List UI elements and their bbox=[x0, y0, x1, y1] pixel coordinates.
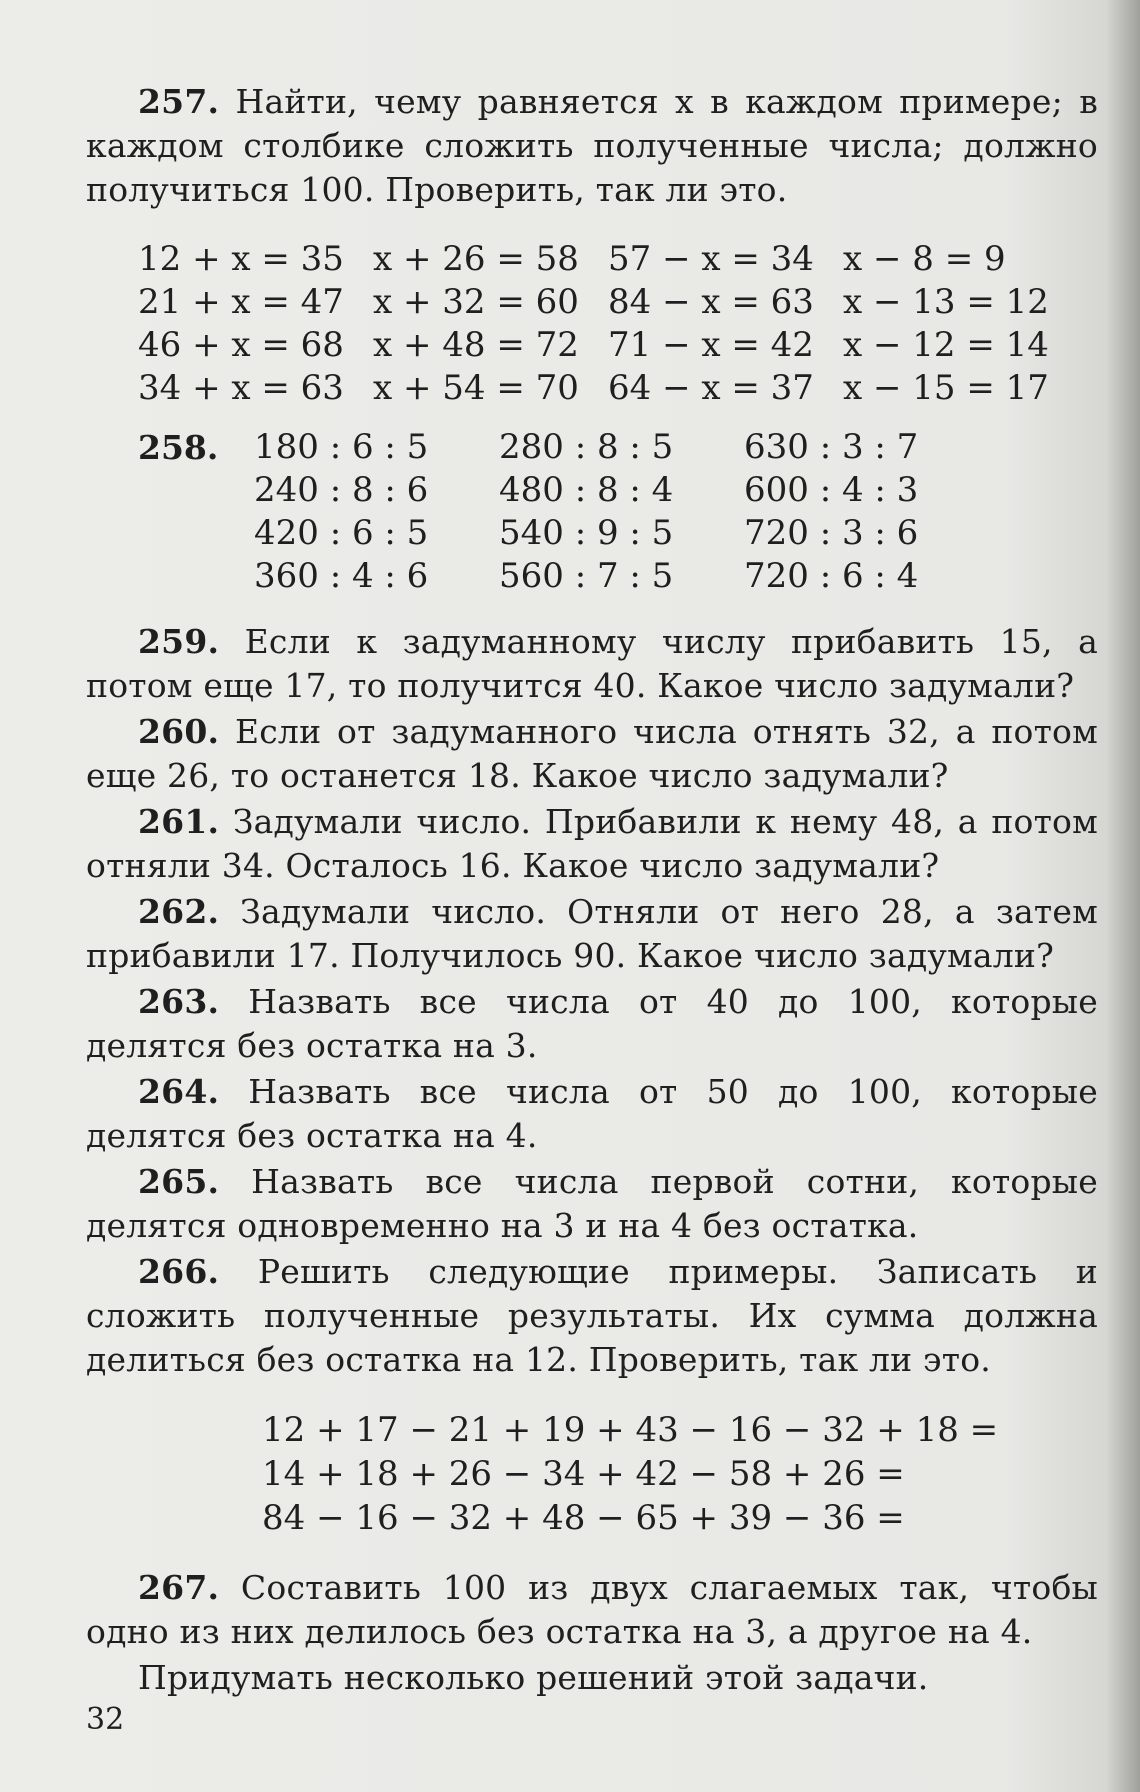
page-number: 32 bbox=[86, 1702, 125, 1737]
equation: x + 26 = 58 bbox=[373, 239, 579, 279]
equations-257 bbox=[138, 238, 1098, 410]
problem-text: Назвать все числа от 50 до 100, которые делятся без остатка на 4. bbox=[86, 1072, 1098, 1155]
division-expression: 600 : 4 : 3 bbox=[744, 470, 919, 510]
problem-text: Составить 100 из двух слагаемых так, чтобы одно из них делилось без остатка на 3, а другое на 4. bbox=[86, 1568, 1098, 1651]
problem-number: 257. bbox=[138, 82, 220, 121]
equation: 12 + x = 35 bbox=[138, 239, 344, 279]
sum-expression: 84 − 16 − 32 + 48 − 65 + 39 − 36 = bbox=[262, 1498, 905, 1538]
division-expression: 240 : 8 : 6 bbox=[254, 470, 429, 510]
problem-260 bbox=[86, 710, 1098, 798]
division-expression: 360 : 4 : 6 bbox=[254, 556, 429, 596]
problem-text: Решить следующие примеры. Записать и сложить полученные результаты. Их сумма должна делиться без остатка на 12. Проверить, так ли это. bbox=[86, 1252, 1098, 1379]
equation: x + 54 = 70 bbox=[373, 368, 579, 408]
problem-text: Задумали число. Отняли от него 28, а затем прибавили 17. Получилось 90. Какое число задумали? bbox=[86, 892, 1098, 975]
problem-number: 264. bbox=[138, 1072, 220, 1111]
equation: x − 8 = 9 bbox=[843, 239, 1006, 279]
equation: 71 − x = 42 bbox=[608, 325, 814, 365]
division-expression: 420 : 6 : 5 bbox=[254, 513, 429, 553]
equation: x + 32 = 60 bbox=[373, 282, 579, 322]
problem-261 bbox=[86, 800, 1098, 888]
equation: x − 12 = 14 bbox=[843, 325, 1049, 365]
division-expression: 630 : 3 : 7 bbox=[744, 427, 919, 467]
problem-number: 260. bbox=[138, 712, 220, 751]
problem-text: Найти, чему равняется x в каждом примере; в каждом столбике сложить полученные числа; должно получиться 100. Проверить, так ли это. bbox=[86, 82, 1098, 209]
problem-262 bbox=[86, 890, 1098, 978]
problem-number: 261. bbox=[138, 802, 220, 841]
equation: 57 − x = 34 bbox=[608, 239, 814, 279]
division-expression: 280 : 8 : 5 bbox=[499, 427, 674, 467]
problem-number: 266. bbox=[138, 1252, 220, 1291]
sum-expression: 14 + 18 + 26 − 34 + 42 − 58 + 26 = bbox=[262, 1454, 905, 1494]
problem-text: Если к задуманному числу прибавить 15, а потом еще 17, то получится 40. Какое число задумали? bbox=[86, 622, 1098, 705]
problem-text: Назвать все числа первой сотни, которые делятся одновременно на 3 и на 4 без остатка. bbox=[86, 1162, 1098, 1245]
problem-264 bbox=[86, 1070, 1098, 1158]
problem-number: 263. bbox=[138, 982, 220, 1021]
equation: x − 13 = 12 bbox=[843, 282, 1049, 322]
sum-expression: 12 + 17 − 21 + 19 + 43 − 16 − 32 + 18 = bbox=[262, 1410, 999, 1450]
problem-267-extra: Придумать несколько решений этой задачи. bbox=[138, 1658, 929, 1697]
problem-259 bbox=[86, 620, 1098, 708]
problem-number: 258. bbox=[138, 428, 219, 467]
problem-266 bbox=[86, 1250, 1098, 1382]
problem-263 bbox=[86, 980, 1098, 1068]
equation: x + 48 = 72 bbox=[373, 325, 579, 365]
division-expression: 720 : 3 : 6 bbox=[744, 513, 919, 553]
problem-number: 265. bbox=[138, 1162, 220, 1201]
problem-number: 262. bbox=[138, 892, 220, 931]
equation: 64 − x = 37 bbox=[608, 368, 814, 408]
problem-number: 267. bbox=[138, 1568, 220, 1607]
division-expression: 540 : 9 : 5 bbox=[499, 513, 674, 553]
problem-text: Если от задуманного числа отнять 32, а потом еще 26, то останется 18. Какое число задумали? bbox=[86, 712, 1098, 795]
division-expression: 560 : 7 : 5 bbox=[499, 556, 674, 596]
problem-265 bbox=[86, 1160, 1098, 1248]
problem-text: Задумали число. Прибавили к нему 48, а потом отняли 34. Осталось 16. Какое число задумали? bbox=[86, 802, 1098, 885]
problem-258 bbox=[86, 426, 1098, 598]
equation: 21 + x = 47 bbox=[138, 282, 344, 322]
problem-text: Назвать все числа от 40 до 100, которые делятся без остатка на 3. bbox=[86, 982, 1098, 1065]
division-expression: 480 : 8 : 4 bbox=[499, 470, 674, 510]
equation: x − 15 = 17 bbox=[843, 368, 1049, 408]
equation: 46 + x = 68 bbox=[138, 325, 344, 365]
equation: 84 − x = 63 bbox=[608, 282, 814, 322]
problem-257 bbox=[86, 80, 1098, 212]
sums-266 bbox=[262, 1408, 1098, 1540]
divisions-258 bbox=[254, 426, 964, 598]
equation: 34 + x = 63 bbox=[138, 368, 344, 408]
problem-number: 259. bbox=[138, 622, 220, 661]
problem-267 bbox=[86, 1566, 1098, 1654]
division-expression: 720 : 6 : 4 bbox=[744, 556, 919, 596]
division-expression: 180 : 6 : 5 bbox=[254, 427, 429, 467]
